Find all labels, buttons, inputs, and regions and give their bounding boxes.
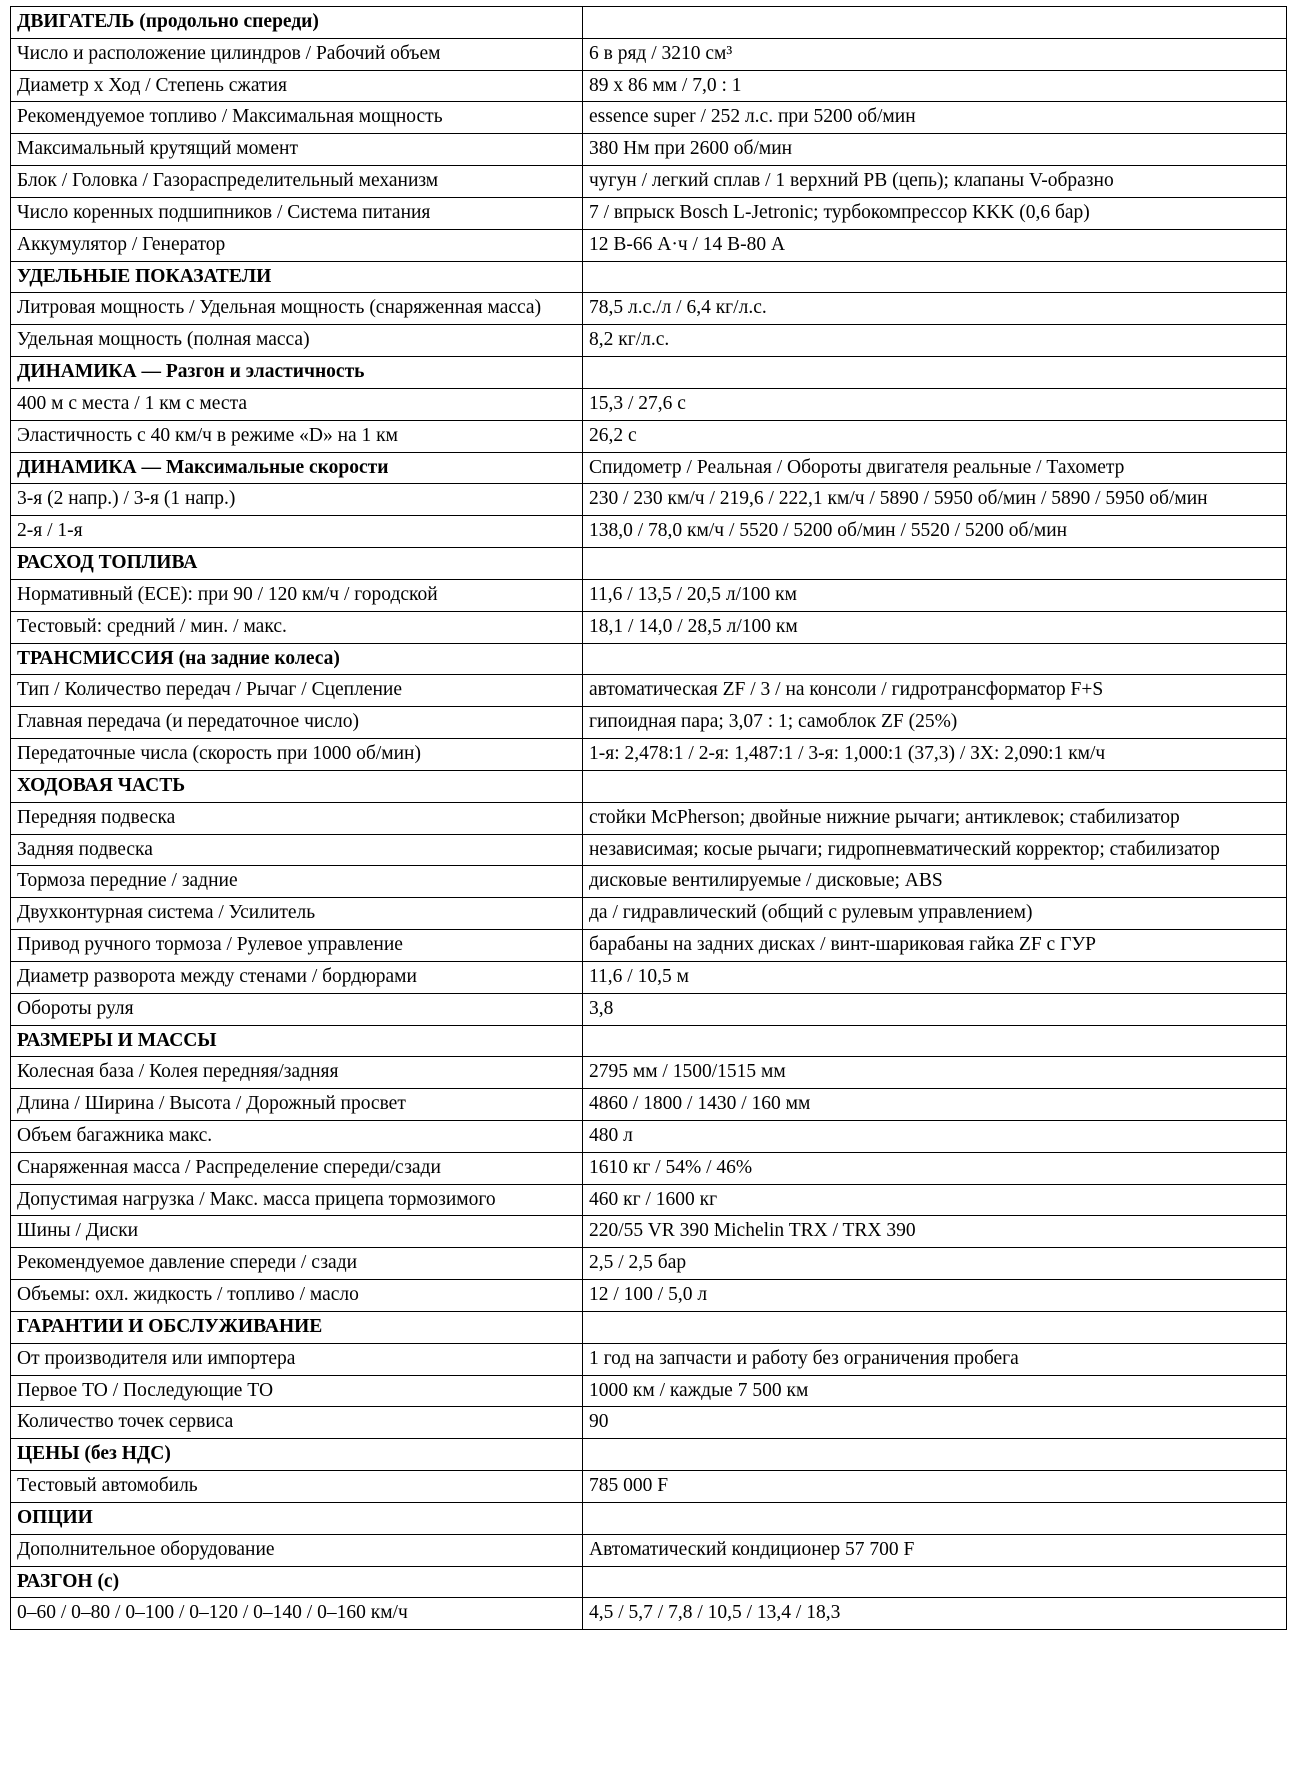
spec-value xyxy=(583,261,1287,293)
spec-value: независимая; косые рычаги; гидропневматический корректор; стабилизатор xyxy=(583,834,1287,866)
spec-value xyxy=(583,1502,1287,1534)
section-row xyxy=(11,7,1287,39)
spec-label: От производителя или импортера xyxy=(11,1343,583,1375)
section-title: ТРАНСМИССИЯ (на задние колеса) xyxy=(11,643,583,675)
table-row xyxy=(11,1407,1287,1439)
table-row xyxy=(11,166,1287,198)
spec-value: 380 Нм при 2600 об/мин xyxy=(583,134,1287,166)
spec-value: 138,0 / 78,0 км/ч / 5520 / 5200 об/мин / 5520 / 5200 об/мин xyxy=(583,516,1287,548)
table-row xyxy=(11,197,1287,229)
spec-value: 11,6 / 10,5 м xyxy=(583,961,1287,993)
section-title: ОПЦИИ xyxy=(11,1502,583,1534)
spec-value: 11,6 / 13,5 / 20,5 л/100 км xyxy=(583,579,1287,611)
section-row xyxy=(11,1566,1287,1598)
spec-value: барабаны на задних дисках / винт-шариковая гайка ZF с ГУР xyxy=(583,930,1287,962)
spec-value: 785 000 F xyxy=(583,1471,1287,1503)
spec-label: 400 м с места / 1 км с места xyxy=(11,388,583,420)
spec-label: Тип / Количество передач / Рычаг / Сцепление xyxy=(11,675,583,707)
table-row xyxy=(11,1184,1287,1216)
table-row xyxy=(11,1534,1287,1566)
spec-value: 220/55 VR 390 Michelin TRX / TRX 390 xyxy=(583,1216,1287,1248)
spec-label: Число и расположение цилиндров / Рабочий объем xyxy=(11,38,583,70)
section-title: ХОДОВАЯ ЧАСТЬ xyxy=(11,770,583,802)
table-row xyxy=(11,1248,1287,1280)
spec-label: Шины / Диски xyxy=(11,1216,583,1248)
spec-value: 3,8 xyxy=(583,993,1287,1025)
spec-value xyxy=(583,1439,1287,1471)
spec-label: Передаточные числа (скорость при 1000 об/мин) xyxy=(11,739,583,771)
specification-table-body xyxy=(11,7,1287,1630)
spec-value: 90 xyxy=(583,1407,1287,1439)
spec-label: Эластичность с 40 км/ч в режиме «D» на 1 км xyxy=(11,420,583,452)
table-row xyxy=(11,293,1287,325)
spec-label: Дополнительное оборудование xyxy=(11,1534,583,1566)
table-row xyxy=(11,866,1287,898)
section-title: УДЕЛЬНЫЕ ПОКАЗАТЕЛИ xyxy=(11,261,583,293)
spec-value: да / гидравлический (общий с рулевым управлением) xyxy=(583,898,1287,930)
table-row xyxy=(11,834,1287,866)
table-row xyxy=(11,961,1287,993)
table-row xyxy=(11,1089,1287,1121)
section-title: ГАРАНТИИ И ОБСЛУЖИВАНИЕ xyxy=(11,1311,583,1343)
spec-label: Диаметр x Ход / Степень сжатия xyxy=(11,70,583,102)
spec-label: Главная передача (и передаточное число) xyxy=(11,707,583,739)
table-row xyxy=(11,1598,1287,1630)
table-row xyxy=(11,134,1287,166)
spec-value: 6 в ряд / 3210 см³ xyxy=(583,38,1287,70)
spec-value: 15,3 / 27,6 с xyxy=(583,388,1287,420)
table-row xyxy=(11,38,1287,70)
spec-value: essence super / 252 л.с. при 5200 об/мин xyxy=(583,102,1287,134)
spec-label: Обороты руля xyxy=(11,993,583,1025)
spec-label: Тормоза передние / задние xyxy=(11,866,583,898)
spec-label: Количество точек сервиса xyxy=(11,1407,583,1439)
spec-label: Первое ТО / Последующие ТО xyxy=(11,1375,583,1407)
table-row xyxy=(11,802,1287,834)
table-row xyxy=(11,579,1287,611)
table-row xyxy=(11,1216,1287,1248)
table-row xyxy=(11,1375,1287,1407)
table-row xyxy=(11,388,1287,420)
spec-label: Передняя подвеска xyxy=(11,802,583,834)
spec-value: стойки McPherson; двойные нижние рычаги; антиклевок; стабилизатор xyxy=(583,802,1287,834)
spec-value: 4860 / 1800 / 1430 / 160 мм xyxy=(583,1089,1287,1121)
spec-label: 0–60 / 0–80 / 0–100 / 0–120 / 0–140 / 0–160 км/ч xyxy=(11,1598,583,1630)
spec-label: Допустимая нагрузка / Макс. масса прицепа тормозимого xyxy=(11,1184,583,1216)
section-row xyxy=(11,1502,1287,1534)
spec-value: 480 л xyxy=(583,1120,1287,1152)
table-row xyxy=(11,898,1287,930)
spec-label: Длина / Ширина / Высота / Дорожный просвет xyxy=(11,1089,583,1121)
spec-value xyxy=(583,1025,1287,1057)
table-row xyxy=(11,1343,1287,1375)
specification-table xyxy=(10,6,1287,1630)
spec-label: Задняя подвеска xyxy=(11,834,583,866)
table-row xyxy=(11,325,1287,357)
table-row xyxy=(11,707,1287,739)
table-row xyxy=(11,420,1287,452)
table-row xyxy=(11,70,1287,102)
section-title: РАЗГОН (с) xyxy=(11,1566,583,1598)
spec-label: Привод ручного тормоза / Рулевое управление xyxy=(11,930,583,962)
table-row xyxy=(11,484,1287,516)
spec-label: 3-я (2 напр.) / 3-я (1 напр.) xyxy=(11,484,583,516)
table-row xyxy=(11,1152,1287,1184)
spec-value: 12 / 100 / 5,0 л xyxy=(583,1280,1287,1312)
spec-value: 1-я: 2,478:1 / 2-я: 1,487:1 / 3-я: 1,000:1 (37,3) / ЗХ: 2,090:1 км/ч xyxy=(583,739,1287,771)
section-row xyxy=(11,1439,1287,1471)
table-row xyxy=(11,611,1287,643)
spec-value: 89 x 86 мм / 7,0 : 1 xyxy=(583,70,1287,102)
spec-label: Тестовый автомобиль xyxy=(11,1471,583,1503)
section-title: ДВИГАТЕЛЬ (продольно спереди) xyxy=(11,7,583,39)
spec-value: 78,5 л.с./л / 6,4 кг/л.с. xyxy=(583,293,1287,325)
section-row xyxy=(11,1025,1287,1057)
spec-label: Объемы: охл. жидкость / топливо / масло xyxy=(11,1280,583,1312)
section-row xyxy=(11,548,1287,580)
table-row xyxy=(11,1120,1287,1152)
spec-label: Максимальный крутящий момент xyxy=(11,134,583,166)
spec-value: 2795 мм / 1500/1515 мм xyxy=(583,1057,1287,1089)
spec-label: Колесная база / Колея передняя/задняя xyxy=(11,1057,583,1089)
spec-value xyxy=(583,1311,1287,1343)
spec-label: Блок / Головка / Газораспределительный механизм xyxy=(11,166,583,198)
spec-value xyxy=(583,357,1287,389)
spec-value: дисковые вентилируемые / дисковые; ABS xyxy=(583,866,1287,898)
section-row xyxy=(11,261,1287,293)
spec-value: 12 В-66 А·ч / 14 В-80 А xyxy=(583,229,1287,261)
section-title: РАСХОД ТОПЛИВА xyxy=(11,548,583,580)
table-row xyxy=(11,102,1287,134)
spec-value: Спидометр / Реальная / Обороты двигателя реальные / Тахометр xyxy=(583,452,1287,484)
spec-label: 2-я / 1-я xyxy=(11,516,583,548)
spec-value xyxy=(583,548,1287,580)
spec-value: Автоматический кондиционер 57 700 F xyxy=(583,1534,1287,1566)
table-row xyxy=(11,930,1287,962)
spec-value: 460 кг / 1600 кг xyxy=(583,1184,1287,1216)
spec-label: Снаряженная масса / Распределение спереди/сзади xyxy=(11,1152,583,1184)
spec-label: Число коренных подшипников / Система питания xyxy=(11,197,583,229)
section-row xyxy=(11,643,1287,675)
spec-label: Тестовый: средний / мин. / макс. xyxy=(11,611,583,643)
spec-value: 1610 кг / 54% / 46% xyxy=(583,1152,1287,1184)
table-row xyxy=(11,739,1287,771)
section-title: ДИНАМИКА — Разгон и эластичность xyxy=(11,357,583,389)
section-title: РАЗМЕРЫ И МАССЫ xyxy=(11,1025,583,1057)
spec-value: 4,5 / 5,7 / 7,8 / 10,5 / 13,4 / 18,3 xyxy=(583,1598,1287,1630)
table-row xyxy=(11,229,1287,261)
spec-value: 2,5 / 2,5 бар xyxy=(583,1248,1287,1280)
spec-label: Нормативный (ЕСЕ): при 90 / 120 км/ч / городской xyxy=(11,579,583,611)
table-row xyxy=(11,1057,1287,1089)
spec-value xyxy=(583,643,1287,675)
section-row xyxy=(11,770,1287,802)
spec-label: Аккумулятор / Генератор xyxy=(11,229,583,261)
section-row xyxy=(11,1311,1287,1343)
spec-value: 18,1 / 14,0 / 28,5 л/100 км xyxy=(583,611,1287,643)
section-title: ЦЕНЫ (без НДС) xyxy=(11,1439,583,1471)
table-row xyxy=(11,675,1287,707)
table-row xyxy=(11,516,1287,548)
section-row xyxy=(11,452,1287,484)
table-row xyxy=(11,1280,1287,1312)
spec-label: Литровая мощность / Удельная мощность (снаряженная масса) xyxy=(11,293,583,325)
spec-value: 1 год на запчасти и работу без ограничения пробега xyxy=(583,1343,1287,1375)
spec-value: 8,2 кг/л.с. xyxy=(583,325,1287,357)
table-row xyxy=(11,1471,1287,1503)
spec-value: 230 / 230 км/ч / 219,6 / 222,1 км/ч / 5890 / 5950 об/мин / 5890 / 5950 об/мин xyxy=(583,484,1287,516)
spec-value: автоматическая ZF / 3 / на консоли / гидротрансформатор F+S xyxy=(583,675,1287,707)
section-title: ДИНАМИКА — Максимальные скорости xyxy=(11,452,583,484)
spec-label: Двухконтурная система / Усилитель xyxy=(11,898,583,930)
spec-value xyxy=(583,7,1287,39)
spec-label: Диаметр разворота между стенами / бордюрами xyxy=(11,961,583,993)
spec-value: 26,2 с xyxy=(583,420,1287,452)
spec-value: 1000 км / каждые 7 500 км xyxy=(583,1375,1287,1407)
table-row xyxy=(11,993,1287,1025)
spec-value: гипоидная пара; 3,07 : 1; самоблок ZF (25%) xyxy=(583,707,1287,739)
spec-value: 7 / впрыск Bosch L-Jetronic; турбокомпрессор KKK (0,6 бар) xyxy=(583,197,1287,229)
spec-label: Рекомендуемое давление спереди / сзади xyxy=(11,1248,583,1280)
spec-label: Удельная мощность (полная масса) xyxy=(11,325,583,357)
spec-label: Рекомендуемое топливо / Максимальная мощность xyxy=(11,102,583,134)
spec-value xyxy=(583,770,1287,802)
spec-label: Объем багажника макс. xyxy=(11,1120,583,1152)
section-row xyxy=(11,357,1287,389)
spec-value xyxy=(583,1566,1287,1598)
spec-value: чугун / легкий сплав / 1 верхний РВ (цепь); клапаны V-образно xyxy=(583,166,1287,198)
